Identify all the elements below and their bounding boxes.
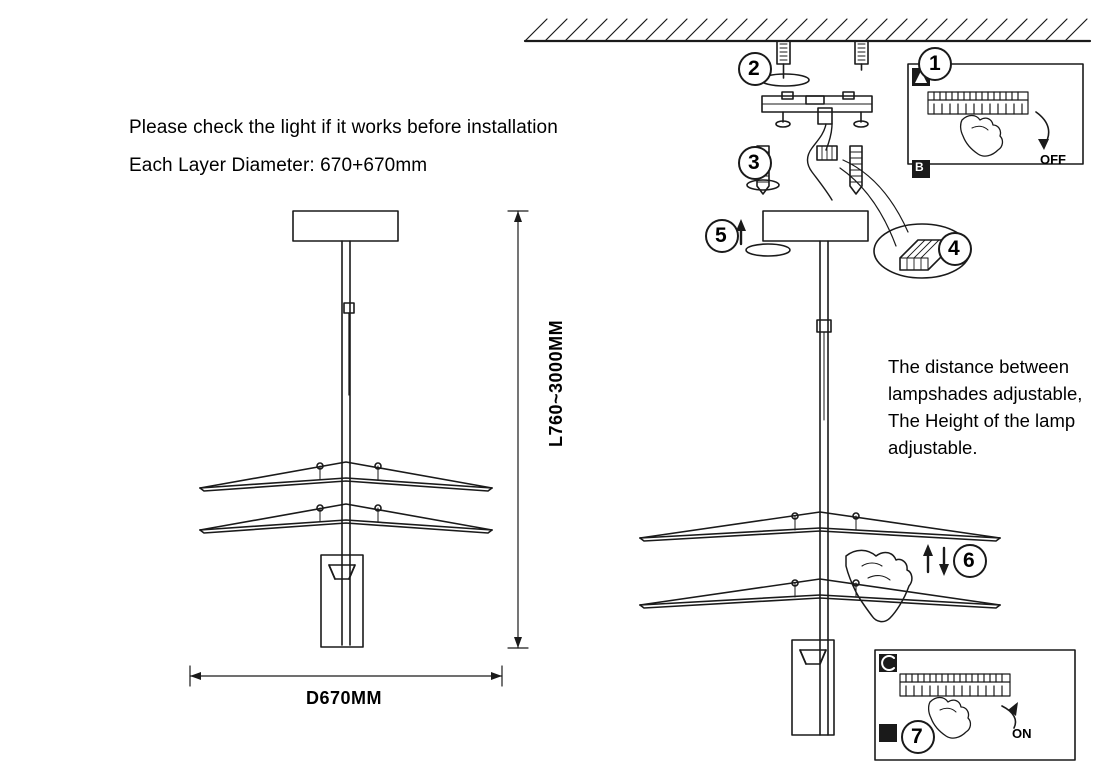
step-2-number: 2 [748,57,760,80]
step6-arrows [923,544,949,576]
adjust-note-line-4: adjustable. [888,437,978,458]
height-dimension [508,211,528,648]
step-6-number: 6 [963,549,975,572]
ceiling-anchor-right [855,41,868,70]
note-layer-diameter: Each Layer Diameter: 670+670mm [129,155,428,176]
adjust-note-line-2: lampshades adjustable, [888,383,1083,404]
ceiling-anchor-left [777,41,790,78]
left-lower-shade [200,504,492,533]
step-1-number: 1 [929,52,941,75]
note-check-light: Please check the light if it works before installation [129,117,558,138]
diameter-dimension-label: D670MM [306,688,383,708]
right-rod [817,241,831,735]
step-3-number: 3 [748,151,760,174]
step-5-number: 5 [715,224,727,247]
switch-off-label: OFF [1040,152,1066,167]
step-7-number: 7 [911,725,923,748]
leader-to-step4 [843,160,908,232]
adjust-note-line-1: The distance between [888,356,1070,377]
switch-on-label: ON [1012,726,1032,741]
left-upper-shade [200,462,492,491]
left-canopy [293,211,398,241]
ceiling-bracket [762,92,872,127]
adjust-note-line-3: The Height of the lamp [888,410,1076,431]
height-dimension-label: L760~3000MM [546,319,566,447]
wiring [808,124,838,200]
callout-box-b-tag: B [915,160,924,174]
step-4-number: 4 [948,237,960,260]
ceiling-hatching [525,19,1090,41]
right-canopy [746,211,868,256]
left-rod [342,241,354,645]
diameter-dimension [190,666,502,686]
